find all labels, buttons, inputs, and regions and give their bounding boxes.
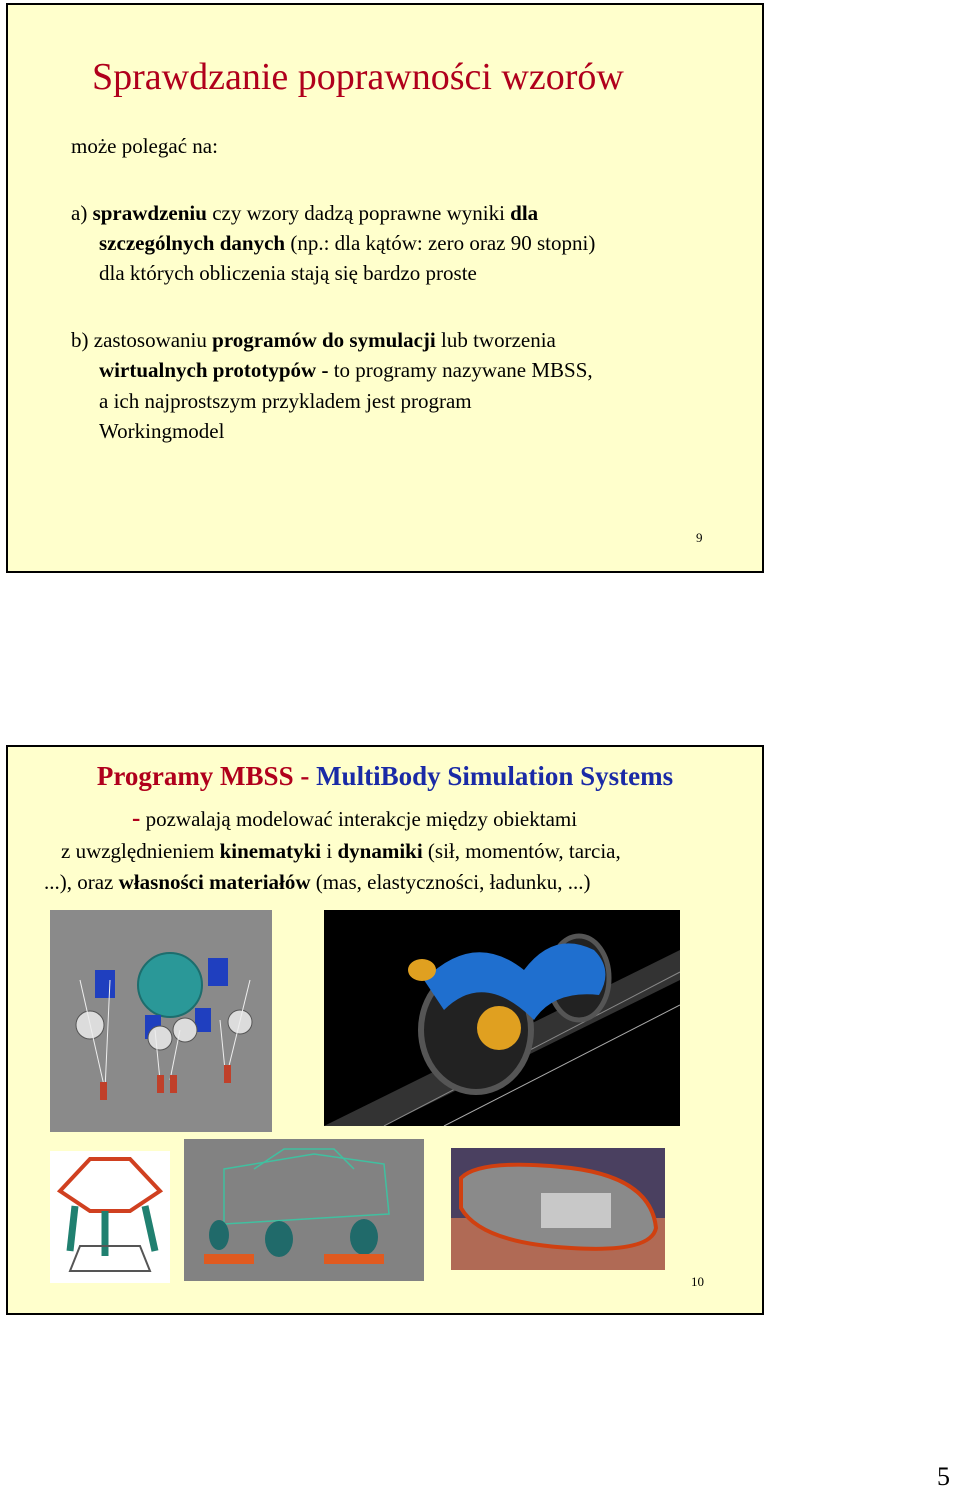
slide-number: 10 [691,1274,704,1289]
motorcycle-render-image [324,910,680,1126]
intro-text: może polegać na: [71,134,218,158]
point-a-line3: dla których obliczenia stają się bardzo proste [99,261,477,285]
tracked-vehicle-image [451,1148,665,1270]
desc-line1: - pozwalają modelować interakcje między obiektami [132,805,578,832]
vehicle-wireframe-image [184,1139,424,1281]
slide-9 [6,3,764,573]
robot-mechanism-image [50,910,272,1132]
point-b-line2: wirtualnych prototypów - to programy nazywane MBSS, [99,358,593,382]
hexapod-image [50,1151,170,1283]
point-b-line1: b) zastosowaniu programów do symulacji lub tworzenia [71,328,556,352]
point-a-line2: szczególnych danych (np.: dla kątów: zero oraz 90 stopni) [99,231,596,255]
slide-title: Sprawdzanie poprawności wzorów [92,56,624,98]
point-a-line1: a) sprawdzeniu czy wzory dadzą poprawne wyniki dla [71,201,539,225]
desc-line2: z uwzględnieniem kinematyki i dynamiki (sił, momentów, tarcia, [61,839,621,863]
desc-line3: ...), oraz własności materiałów (mas, elastyczności, ładunku, ...) [44,870,591,894]
slide-title: Programy MBSS - MultiBody Simulation Systems [96,761,674,791]
page-number: 5 [937,1462,950,1491]
point-b-line4: Workingmodel [99,419,225,443]
slide-10 [6,745,764,1315]
point-b-line3: a ich najprostszym przykladem jest program [99,389,472,413]
slide-number: 9 [696,530,703,545]
